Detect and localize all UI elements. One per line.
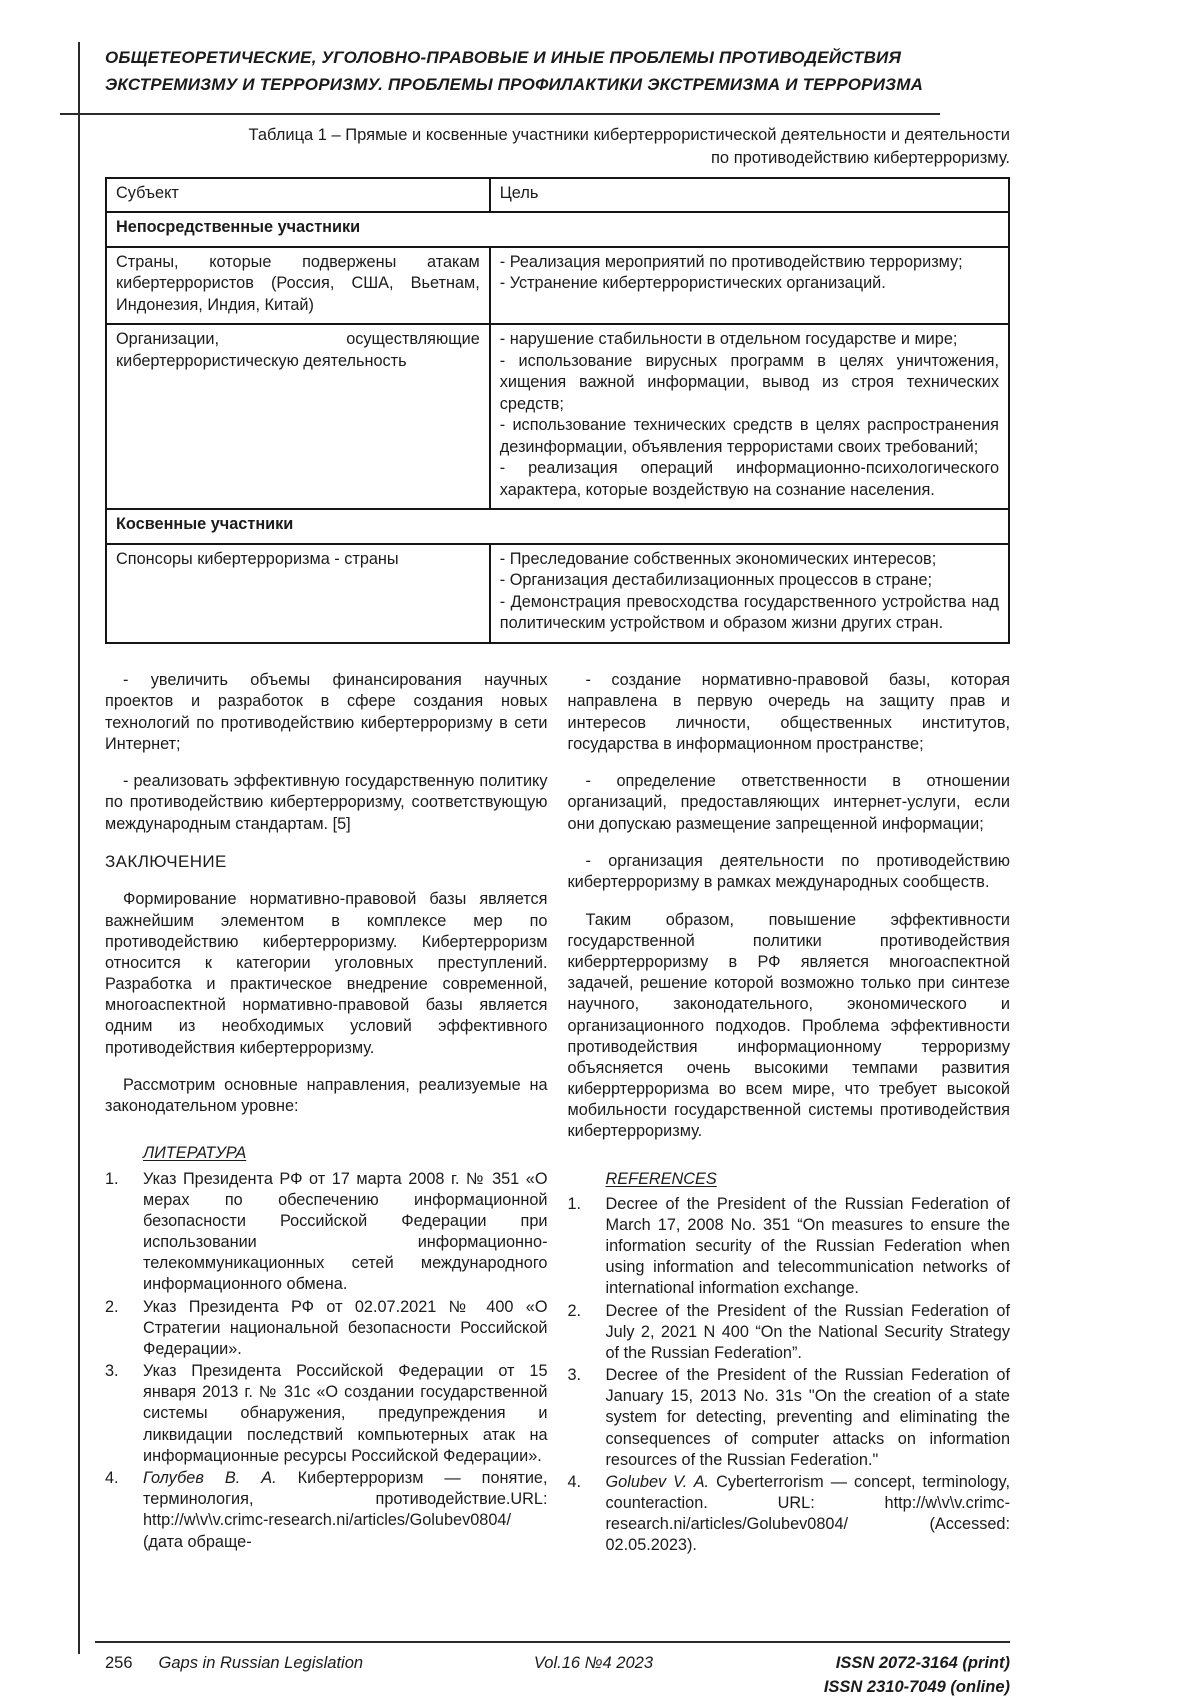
section-title-direct-participants: Непосредственные участники (106, 212, 1009, 247)
item-number: 4. (105, 1468, 119, 1487)
list-item (105, 1361, 548, 1467)
page-number: 256 (105, 1654, 133, 1672)
table-row (106, 324, 1009, 509)
paragraph: Формирование нормативно-правовой базы является важнейшим элементом в комплексе мер по противодействию кибертерроризму. Кибертерроризм относится к категории уголовных преступлений. Разработка и практическое внедрение современной, многоаспектной нормативно-правовой базы является одним из необходимых условий эффективного противодействия кибертерроризму. (105, 890, 548, 1057)
col-header-subject: Субъект (106, 178, 490, 213)
paragraph: - создание нормативно-правовой базы, которая направлена в первую очередь на защиту прав и интересов личности, общественных институтов, государства в информационном пространстве; (567, 671, 1010, 753)
item-number: 3. (567, 1366, 582, 1385)
paragraph: Таким образом, повышение эффективности государственной политики противодействия киберртерроризму в РФ является многоаспектной задачей, решение которой возможно только при синтезе научного, законодательного, экономического и организационного подходов. Проблема эффективности противодействия информационному терроризму объясняется очень высокими темпами развития киберртерроризма во всем мире, что требует высокой мобильности государственной системы противодействия кибертерроризму. (567, 910, 1010, 1141)
right-column (568, 654, 1011, 1557)
list-item (105, 1297, 548, 1361)
two-column-body (105, 654, 1010, 1557)
item-number: 1. (567, 1194, 582, 1213)
item-text: Указ Президента РФ от 02.07.2021 № 400 «О Стратегии национальной безопасности Российской Федерации». (143, 1297, 548, 1358)
table-row (106, 247, 1009, 325)
table-caption (105, 124, 1010, 169)
item-number: 2. (105, 1297, 119, 1316)
item-number: 2. (567, 1301, 582, 1320)
subject-cell: Спонсоры кибертерроризма - страны (106, 544, 490, 643)
paragraph: - увеличить объемы финансирования научных проектов и разработок в сфере создания новых технологий по противодействию кибертерроризму в сети Интернет; (105, 671, 548, 753)
list-item (105, 1169, 548, 1296)
left-margin-rule (78, 42, 80, 1654)
page-content (105, 0, 1010, 1557)
table-section-row (106, 509, 1009, 544)
item-text: Decree of the President of the Russian Federation of July 2, 2021 N 400 “On the National Security Strategy of the Russian Federation”. (605, 1301, 1010, 1362)
subject-cell: Страны, которые подвержены атакам кибертеррористов (Россия, США, Вьетнам, Индонезия, Индия, Китай) (106, 247, 490, 325)
issn-print: ISSN 2072-3164 (print) (835, 1654, 1010, 1672)
author-name: Golubev V. A. (605, 1472, 710, 1491)
running-head-line2: ЭКСТРЕМИЗМУ И ТЕРРОРИЗМУ. ПРОБЛЕМЫ ПРОФИЛАКТИКИ ЭКСТРЕМИЗМА И ТЕРРОРИЗМА (105, 75, 924, 95)
author-name: Голубев В. А. (143, 1468, 277, 1487)
subject-cell: Организации, осуществляющие кибертеррористическую деятельность (106, 324, 490, 509)
footer-issn (824, 1652, 1010, 1697)
table-header-row (106, 178, 1009, 213)
item-text: Указ Президента Российской Федерации от 15 января 2013 г. № 31с «О создании государственной системы обнаружения, предупреждения и ликвидации последствий компьютерных атак на информационные ресурсы Российской Федерации». (143, 1362, 548, 1465)
issn-online: ISSN 2310-7049 (online) (823, 1677, 1010, 1696)
item-number: 1. (105, 1169, 119, 1188)
paragraph: - реализовать эффективную государственную политику по противодействию кибертерроризму, соответствующую международным стандартам. [5] (105, 772, 548, 833)
participants-table (105, 177, 1010, 644)
item-text (606, 1472, 1011, 1557)
running-head-line1: ОБЩЕТЕОРЕТИЧЕСКИЕ, УГОЛОВНО-ПРАВОВЫЕ И ИНЫЕ ПРОБЛЕМЫ ПРОТИВОДЕЙСТВИЯ (105, 48, 902, 67)
list-item (568, 1365, 1011, 1471)
item-number: 3. (105, 1362, 119, 1381)
table-section-row (106, 212, 1009, 247)
list-item (568, 1301, 1011, 1365)
running-head (105, 44, 1010, 98)
footer-left (105, 1652, 363, 1676)
list-item (568, 1472, 1011, 1557)
references-list (568, 1194, 1011, 1557)
table-caption-line1: Таблица 1 – Прямые и косвенные участники кибертеррористической деятельности и деятельности (248, 126, 1010, 145)
item-text-rest: Cyberterrorism — concept, terminology, counteraction. URL: http://w\v\v.crimc-research.ni/articles/Golubev0804/ (Accessed: 02.05.2023). (605, 1472, 1010, 1555)
item-text: Указ Президента РФ от 17 марта 2008 г. № 351 «О мерах по обеспечению информационной безопасности Российской Федерации при использовании информационно-телекоммуникационных сетей международного информационного обмена. (143, 1169, 548, 1294)
item-text: Decree of the President of the Russian Federation of January 15, 2013 No. 31s "On the creation of a state system for detecting, preventing and eliminating the consequences of computer attacks on information resources of the Russian Federation." (605, 1366, 1010, 1469)
list-item (105, 1468, 548, 1553)
paragraph: - организация деятельности по противодействию кибертерроризму в рамках международных сообществ. (567, 852, 1010, 892)
goal-cell: - Реализация мероприятий по противодействию терроризму; - Устранение кибертеррористических организаций. (490, 247, 1009, 325)
table-caption-line2: по противодействию кибертерроризму. (711, 148, 1010, 167)
section-title-indirect-participants: Косвенные участники (106, 509, 1009, 544)
references-heading: REFERENCES (605, 1169, 717, 1188)
paragraph: Рассмотрим основные направления, реализуемые на законодательном уровне: (105, 1076, 548, 1116)
item-text (143, 1468, 548, 1553)
volume-issue: Vol.16 №4 2023 (533, 1654, 653, 1672)
item-number: 4. (567, 1472, 582, 1491)
col-header-goal: Цель (490, 178, 1009, 213)
list-item (568, 1194, 1011, 1300)
goal-cell: - нарушение стабильности в отдельном государстве и мире; - использование вирусных программ в целях уничтожения, хищения важной информации, вывод из строя технических средств; - использование технических средств в целях распространения дезинформации, объявления террористами своих требований; - реализация операций информационно-психологического характера, которые воздействую на сознание населения. (490, 324, 1009, 509)
literature-list (105, 1169, 548, 1553)
literature-heading: ЛИТЕРАТУРА (143, 1144, 247, 1163)
item-text: Decree of the President of the Russian Federation of March 17, 2008 No. 351 “On measures to ensure the information security of the Russian Federation when using information and telecommunication networks of international information exchange. (605, 1194, 1010, 1298)
table-row (106, 544, 1009, 643)
conclusion-heading: ЗАКЛЮЧЕНИЕ (105, 852, 227, 871)
journal-title: Gaps in Russian Legislation (158, 1654, 364, 1672)
footer-rule (95, 1641, 1010, 1643)
goal-cell: - Преследование собственных экономических интересов; - Организация дестабилизационных процессов в стране; - Демонстрация превосходства государственного устройства над политическим устройством и образом жизни других стран. (490, 544, 1009, 643)
item-text-rest: Кибертерроризм — понятие, терминология, противодействие.URL: http://w\v\v.crimc-research.ni/articles/Golubev0804/ (дата обраще- (143, 1468, 548, 1551)
left-column (105, 654, 548, 1557)
page-footer (105, 1652, 1010, 1697)
paragraph: - определение ответственности в отношении организаций, предоставляющих интернет-услуги, если они допускаю размещение запрещенной информации; (567, 772, 1010, 833)
